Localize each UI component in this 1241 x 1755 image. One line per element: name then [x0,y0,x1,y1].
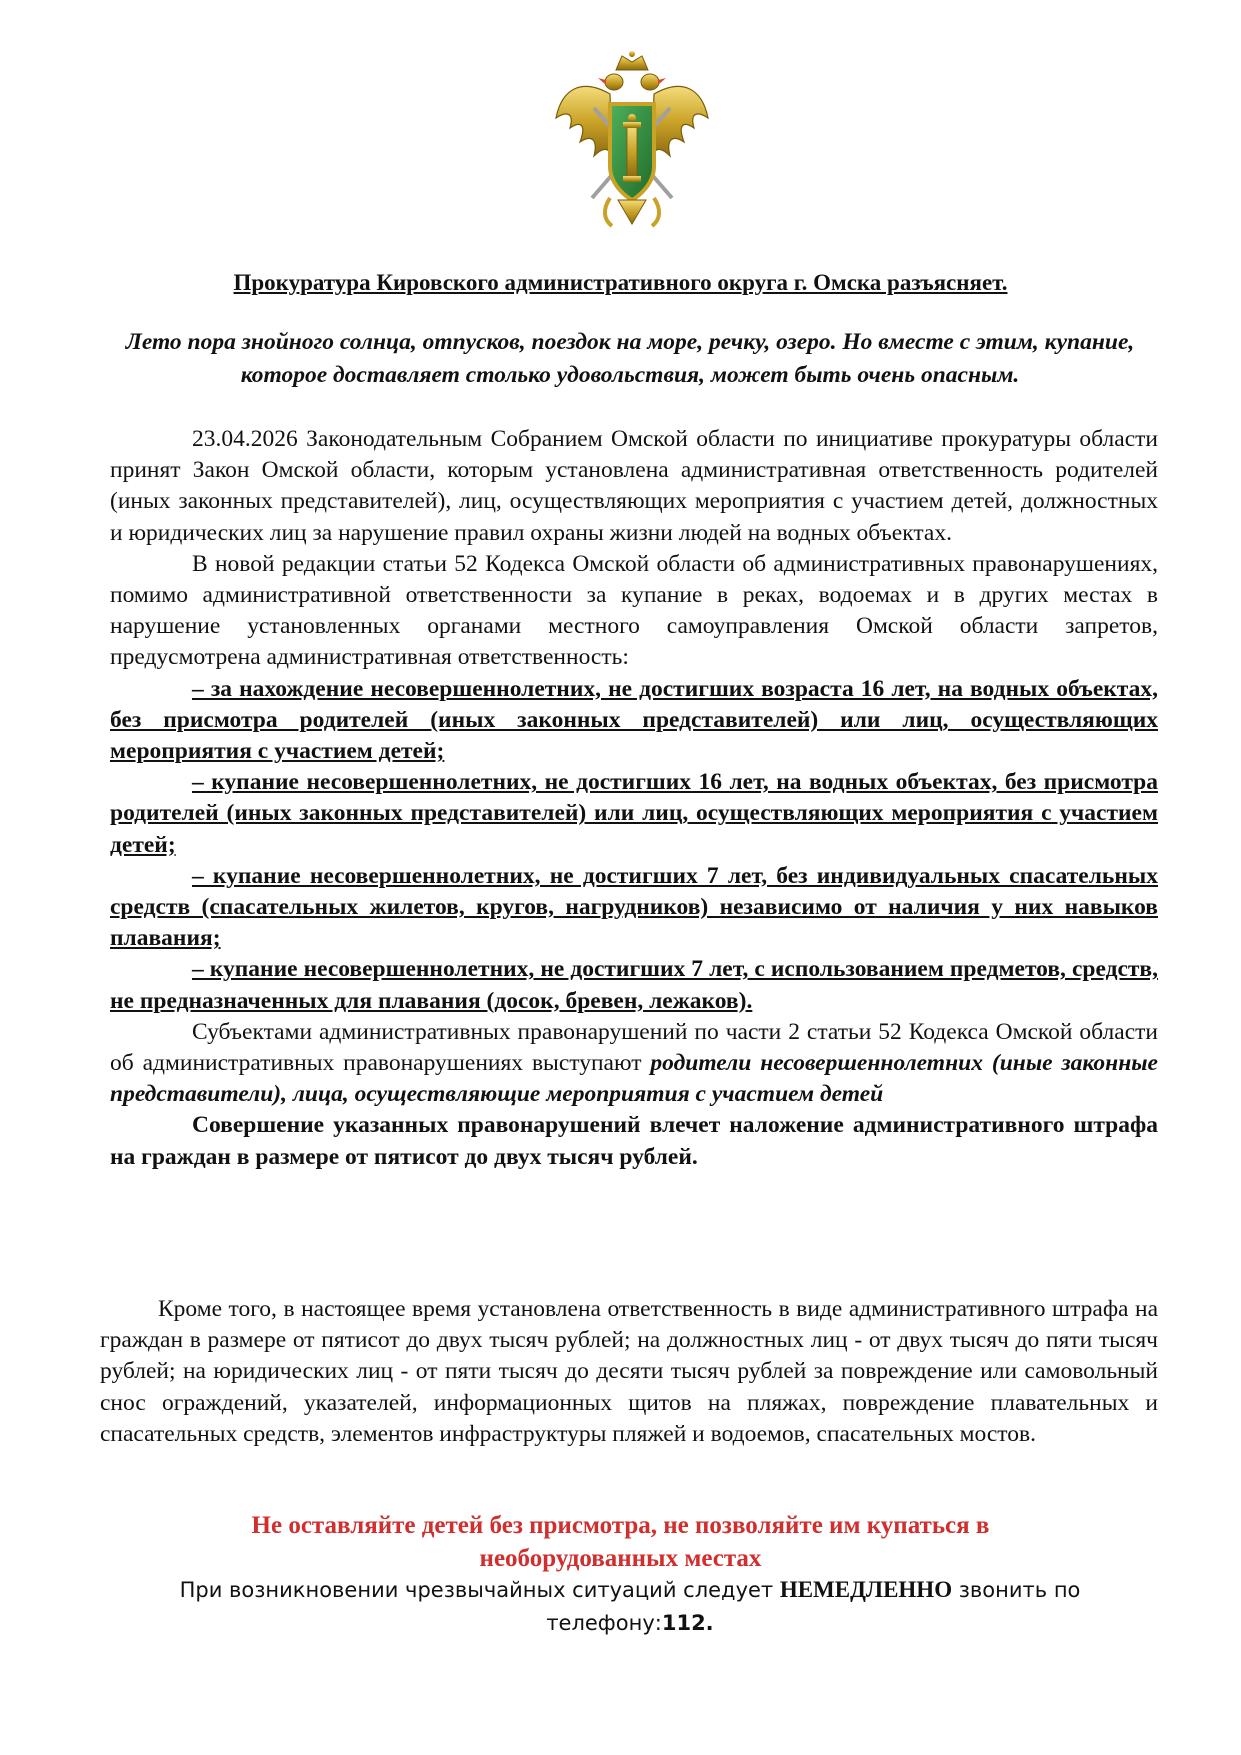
additional-liability [100,1294,1158,1450]
document-title: Прокуратура Кировского административного округа г. Омска разъясняет. [233,270,1008,295]
lead-paragraph: Лето пора знойного солнца, отпусков, поездок на море, речку, озеро. Но вместе с этим, купание, которое доставляет столько удовольствия, может быть очень опасным. [125,329,1135,388]
liability-item: – за нахождение несовершеннолетних, не достигших возраста 16 лет, на водных объектах, без присмотра родителей (иных законных представителей) или лиц, осуществляющих мероприятия с участием детей; [110,675,1158,765]
warning-line-1: Не оставляйте детей без присмотра, не позволяйте им купаться в [251,1512,990,1539]
phone-text-mid: звонить по телефону: [546,1578,1081,1635]
paragraph-article-52: В новой редакции статьи 52 Кодекса Омской области об административных правонарушениях, помимо административной ответственности за купание в реках, водоемах и в других местах в нарушение установленных органами местного самоуправления Омской области запретов, предусмотрена административная ответственность: [110,550,1158,671]
phone-text-pre: При возникновении чрезвычайных ситуаций следует [179,1578,780,1602]
main-body [110,424,1158,1173]
warning-notice [100,1509,1141,1575]
paragraph-law-adoption: 23.04.2026 Законодательным Собранием Омской области по инициативе прокуратуры области принят Закон Омской области, которым установлена административная ответственность родителей (иных законных представителей), лиц, осуществляющих мероприятия с участием детей, должностных и юридических лиц за нарушение правил охраны жизни людей на водных объектах. [110,426,1158,546]
emergency-number: 112. [661,1611,714,1635]
subjects-emphasis: родители несовершеннолетних (иные законные представители), лица, осуществляющие мероприятия с участием детей [110,1050,1158,1108]
phone-emphasis: НЕМЕДЛЕННО [779,1577,953,1602]
paragraph-subjects [110,1017,1158,1111]
liability-item: – купание несовершеннолетних, не достигших 16 лет, на водных объектах, без присмотра родителей (иных законных представителей) или лиц, осуществляющих мероприятия с участием детей; [110,769,1158,858]
emergency-phone-notice [130,1573,1130,1640]
paragraph-additional-fines: Кроме того, в настоящее время установлена ответственность в виде административного штрафа на граждан в размере от пятисот до двух тысяч рублей; на должностных лиц - от двух тысяч до пяти тысяч рублей; на юридических лиц - от пяти тысяч до десяти тысяч рублей за повреждение или самовольный снос ограждений, указателей, информационных щитов на пляжах, повреждение плавательных и спасательных средств, элементов инфраструктуры пляжей и водоемов, спасательных мостов. [100,1296,1158,1447]
liability-item: – купание несовершеннолетних, не достигших 7 лет, с использованием предметов, средств, не предназначенных для плавания (досок, бревен, лежаков). [110,956,1158,1014]
liability-item: – купание несовершеннолетних, не достигших 7 лет, без индивидуальных спасательных средств (спасательных жилетов, кругов, нагрудников) независимо от наличия у них навыков плавания; [110,862,1158,952]
prosecutor-emblem-icon [552,48,712,238]
warning-line-2: необорудованных местах [479,1545,762,1572]
paragraph-fine: Совершение указанных правонарушений влечет наложение административного штрафа на граждан в размере от пятисот до двух тысяч рублей. [110,1112,1158,1170]
subjects-text: Субъектами административных правонарушений по части 2 статьи 52 Кодекса Омской области об административных правонарушениях выступают [110,1018,1158,1077]
